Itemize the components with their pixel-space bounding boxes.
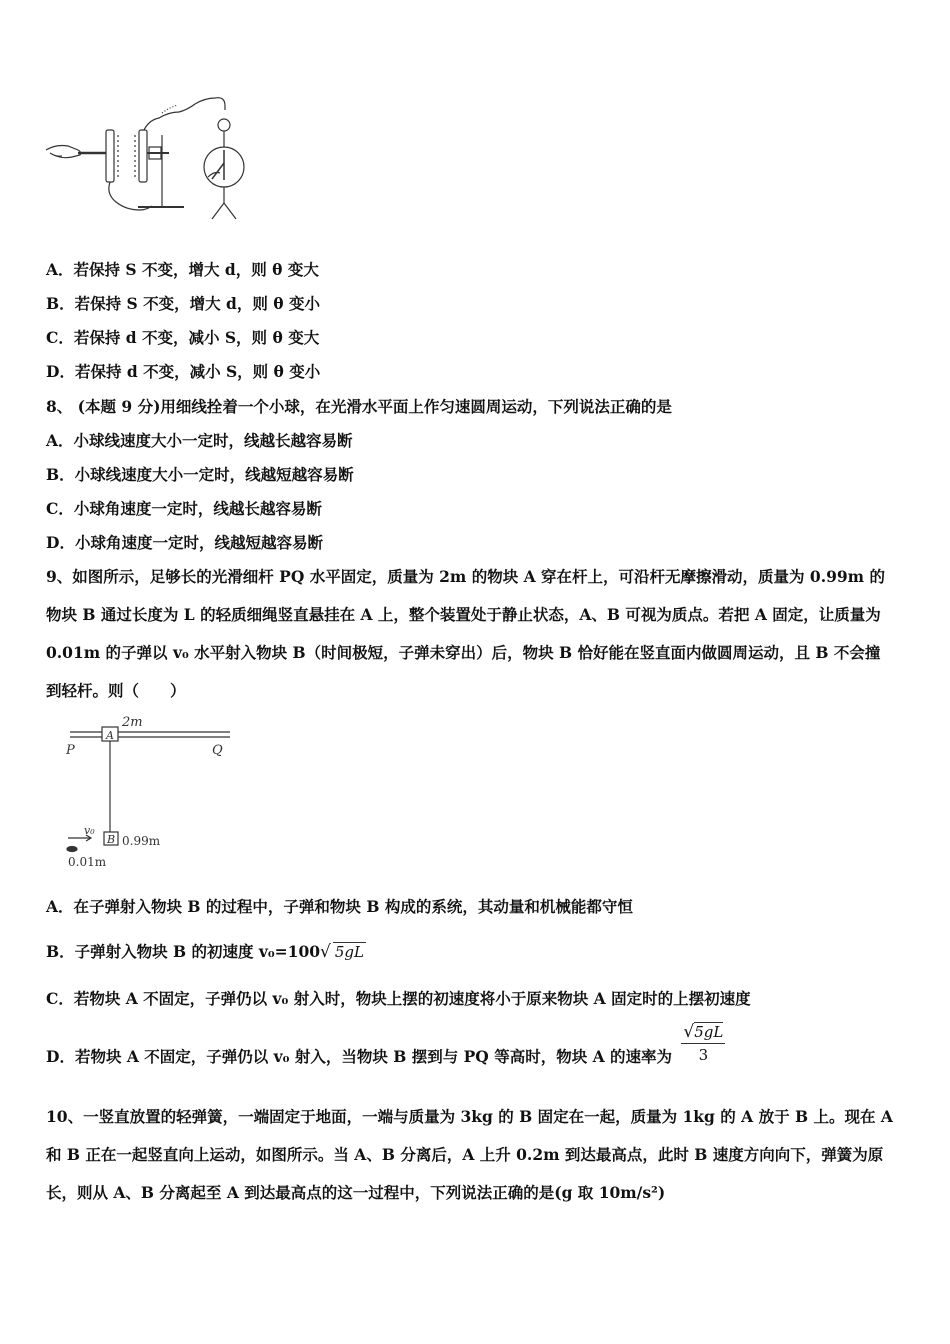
q9-option-d-denominator: 3 (698, 1045, 709, 1064)
rod-block-figure (60, 712, 260, 872)
q9-option-d-text: D．若物块 A 不固定，子弹仍以 v₀ 射入，当物块 B 摆到与 PQ 等高时，物块 A 的速率为 (46, 1047, 673, 1066)
q7-option-c: C．若保持 d 不变，减小 S，则 θ 变大 (46, 328, 320, 347)
label-v0: v₀ (84, 824, 95, 837)
q7-option-a: A．若保持 S 不变，增大 d，则 θ 变大 (46, 260, 319, 279)
q9-option-b (46, 941, 910, 963)
label-p: P (66, 743, 75, 758)
q8-option-a: A．小球线速度大小一定时，线越长越容易断 (46, 431, 353, 450)
q9-option-b-text: B．子弹射入物块 B 的初速度 v₀=100 (46, 942, 321, 961)
q10-stem-line-3: 长，则从 A、B 分离起至 A 到达最高点的这一过程中，下列说法正确的是(g 取 10m/s²) (46, 1183, 666, 1202)
sqrt-sign-d: √ (683, 1021, 695, 1042)
q10-stem-line-1: 10、一竖直放置的轻弹簧，一端固定于地面，一端与质量为 3kg 的 B 固定在一起，质量为 1kg 的 A 放于 B 上。现在 A (46, 1107, 893, 1126)
label-b-mass: 0.99m (122, 834, 161, 848)
q9-stem-line-2: 物块 B 通过长度为 L 的轻质细绳竖直悬挂在 A 上，整个装置处于静止状态，A、B 可视为质点。若把 A 固定，让质量为 (46, 605, 881, 624)
q8-option-c: C．小球角速度一定时，线越长越容易断 (46, 499, 322, 518)
q7-option-b: B．若保持 S 不变，增大 d，则 θ 变小 (46, 294, 320, 313)
q9-option-b-radicand: 5gL (334, 943, 364, 961)
label-2m: 2m (122, 715, 143, 730)
label-bullet-mass: 0.01m (68, 855, 107, 869)
q9-option-c: C．若物块 A 不固定，子弹仍以 v₀ 射入时，物块上摆的初速度将小于原来物块 A 固定时的上摆初速度 (46, 989, 751, 1008)
label-a: A (106, 729, 114, 742)
q7-option-d: D．若保持 d 不变，减小 S，则 θ 变小 (46, 362, 321, 381)
label-b: B (107, 833, 116, 846)
sqrt-sign: √ (320, 942, 331, 962)
q9-option-a: A．在子弹射入物块 B 的过程中，子弹和物块 B 构成的系统，其动量和机械能都守恒 (46, 897, 633, 916)
q8-option-d: D．小球角速度一定时，线越短越容易断 (46, 533, 323, 552)
q9-option-d (46, 1021, 910, 1068)
label-q: Q (212, 743, 223, 758)
q9-stem-line-3: 0.01m 的子弹以 v₀ 水平射入物块 B（时间极短，子弹未穿出）后，物块 B 恰好能在竖直面内做圆周运动，且 B 不会撞 (46, 643, 881, 662)
q9-stem-line-1: 9、如图所示，足够长的光滑细杆 PQ 水平固定，质量为 2m 的物块 A 穿在杆上，可沿杆无摩擦滑动，质量为 0.99m 的 (46, 567, 885, 586)
q10-stem-line-2: 和 B 正在一起竖直向上运动，如图所示。当 A、B 分离后，A 上升 0.2m 到达最高点，此时 B 速度方向向下，弹簧为原 (46, 1145, 884, 1164)
q9-option-d-numerator: 5gL (694, 1022, 724, 1041)
q9-option-d-fraction (681, 1021, 725, 1066)
q9-stem-line-4: 到轻杆。则（ ） (46, 681, 186, 700)
q8-option-b: B．小球线速度大小一定时，线越短越容易断 (46, 465, 354, 484)
capacitor-electroscope-figure (44, 95, 254, 235)
q8-stem: 8、 (本题 9 分)用细线拴着一个小球，在光滑水平面上作匀速圆周运动，下列说法正确的是 (46, 397, 672, 416)
